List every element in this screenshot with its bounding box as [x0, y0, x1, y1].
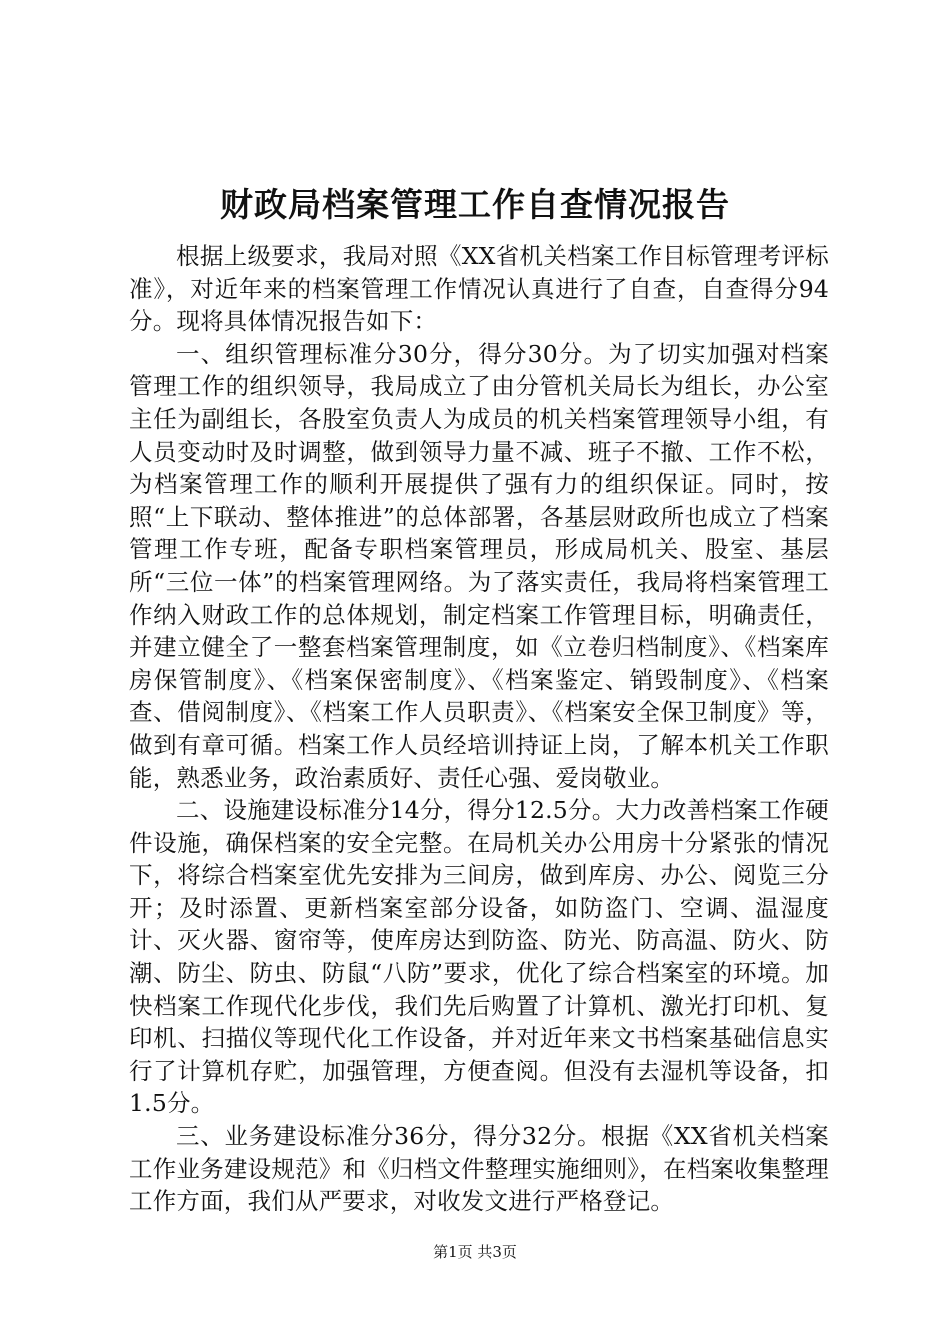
paragraph-intro: 根据上级要求，我局对照《XX省机关档案工作目标管理考评标准》，对近年来的档案管理工作情况认真进行了自查，自查得分94分。现将具体情况报告如下：	[129, 242, 829, 336]
paragraph-facilities: 二、设施建设标准分14分，得分12.5分。大力改善档案工作硬件设施，确保档案的安全完整。在局机关办公用房十分紧张的情况下，将综合档案室优先安排为三间房，做到库房、办公、阅览三分开；及时添置、更新档案室部分设备，如防盗门、空调、温湿度计、灭火器、窗帘等，使库房达到防盗、防光、防高温、防火、防潮、防尘、防虫、防鼠“八防”要求，优化了综合档案室的环境。加快档案工作现代化步伐，我们先后购置了计算机、激光打印机、复印机、扫描仪等现代化工作设备，并对近年来文书档案基础信息实行了计算机存贮，加强管理，方便查阅。但没有去湿机等设备，扣1.5分。	[129, 796, 829, 1118]
paragraph-business: 三、业务建设标准分36分，得分32分。根据《XX省机关档案工作业务建设规范》和《归档文件整理实施细则》，在档案收集整理工作方面，我们从严要求，对收发文进行严格登记。	[129, 1122, 829, 1216]
document-title: 财政局档案管理工作自查情况报告	[220, 185, 730, 224]
page-footer: 第1页 共3页	[433, 1243, 517, 1261]
document-body	[129, 240, 829, 1218]
paragraph-organization: 一、组织管理标准分30分，得分30分。为了切实加强对档案管理工作的组织领导，我局成立了由分管机关局长为组长，办公室主任为副组长，各股室负责人为成员的机关档案管理领导小组，有人员变动时及时调整，做到领导力量不减、班子不撤、工作不松，为档案管理工作的顺利开展提供了强有力的组织保证。同时，按照“上下联动、整体推进”的总体部署，各基层财政所也成立了档案管理工作专班，配备专职档案管理员，形成局机关、股室、基层所“三位一体”的档案管理网络。为了落实责任，我局将档案管理工作纳入财政工作的总体规划，制定档案工作管理目标，明确责任，并建立健全了一整套档案管理制度，如《立卷归档制度》、《档案库房保管制度》、《档案保密制度》、《档案鉴定、销毁制度》、《档案查、借阅制度》、《档案工作人员职责》、《档案安全保卫制度》等，做到有章可循。档案工作人员经培训持证上岗，了解本机关工作职能，熟悉业务，政治素质好、责任心强、爱岗敬业。	[129, 339, 829, 792]
